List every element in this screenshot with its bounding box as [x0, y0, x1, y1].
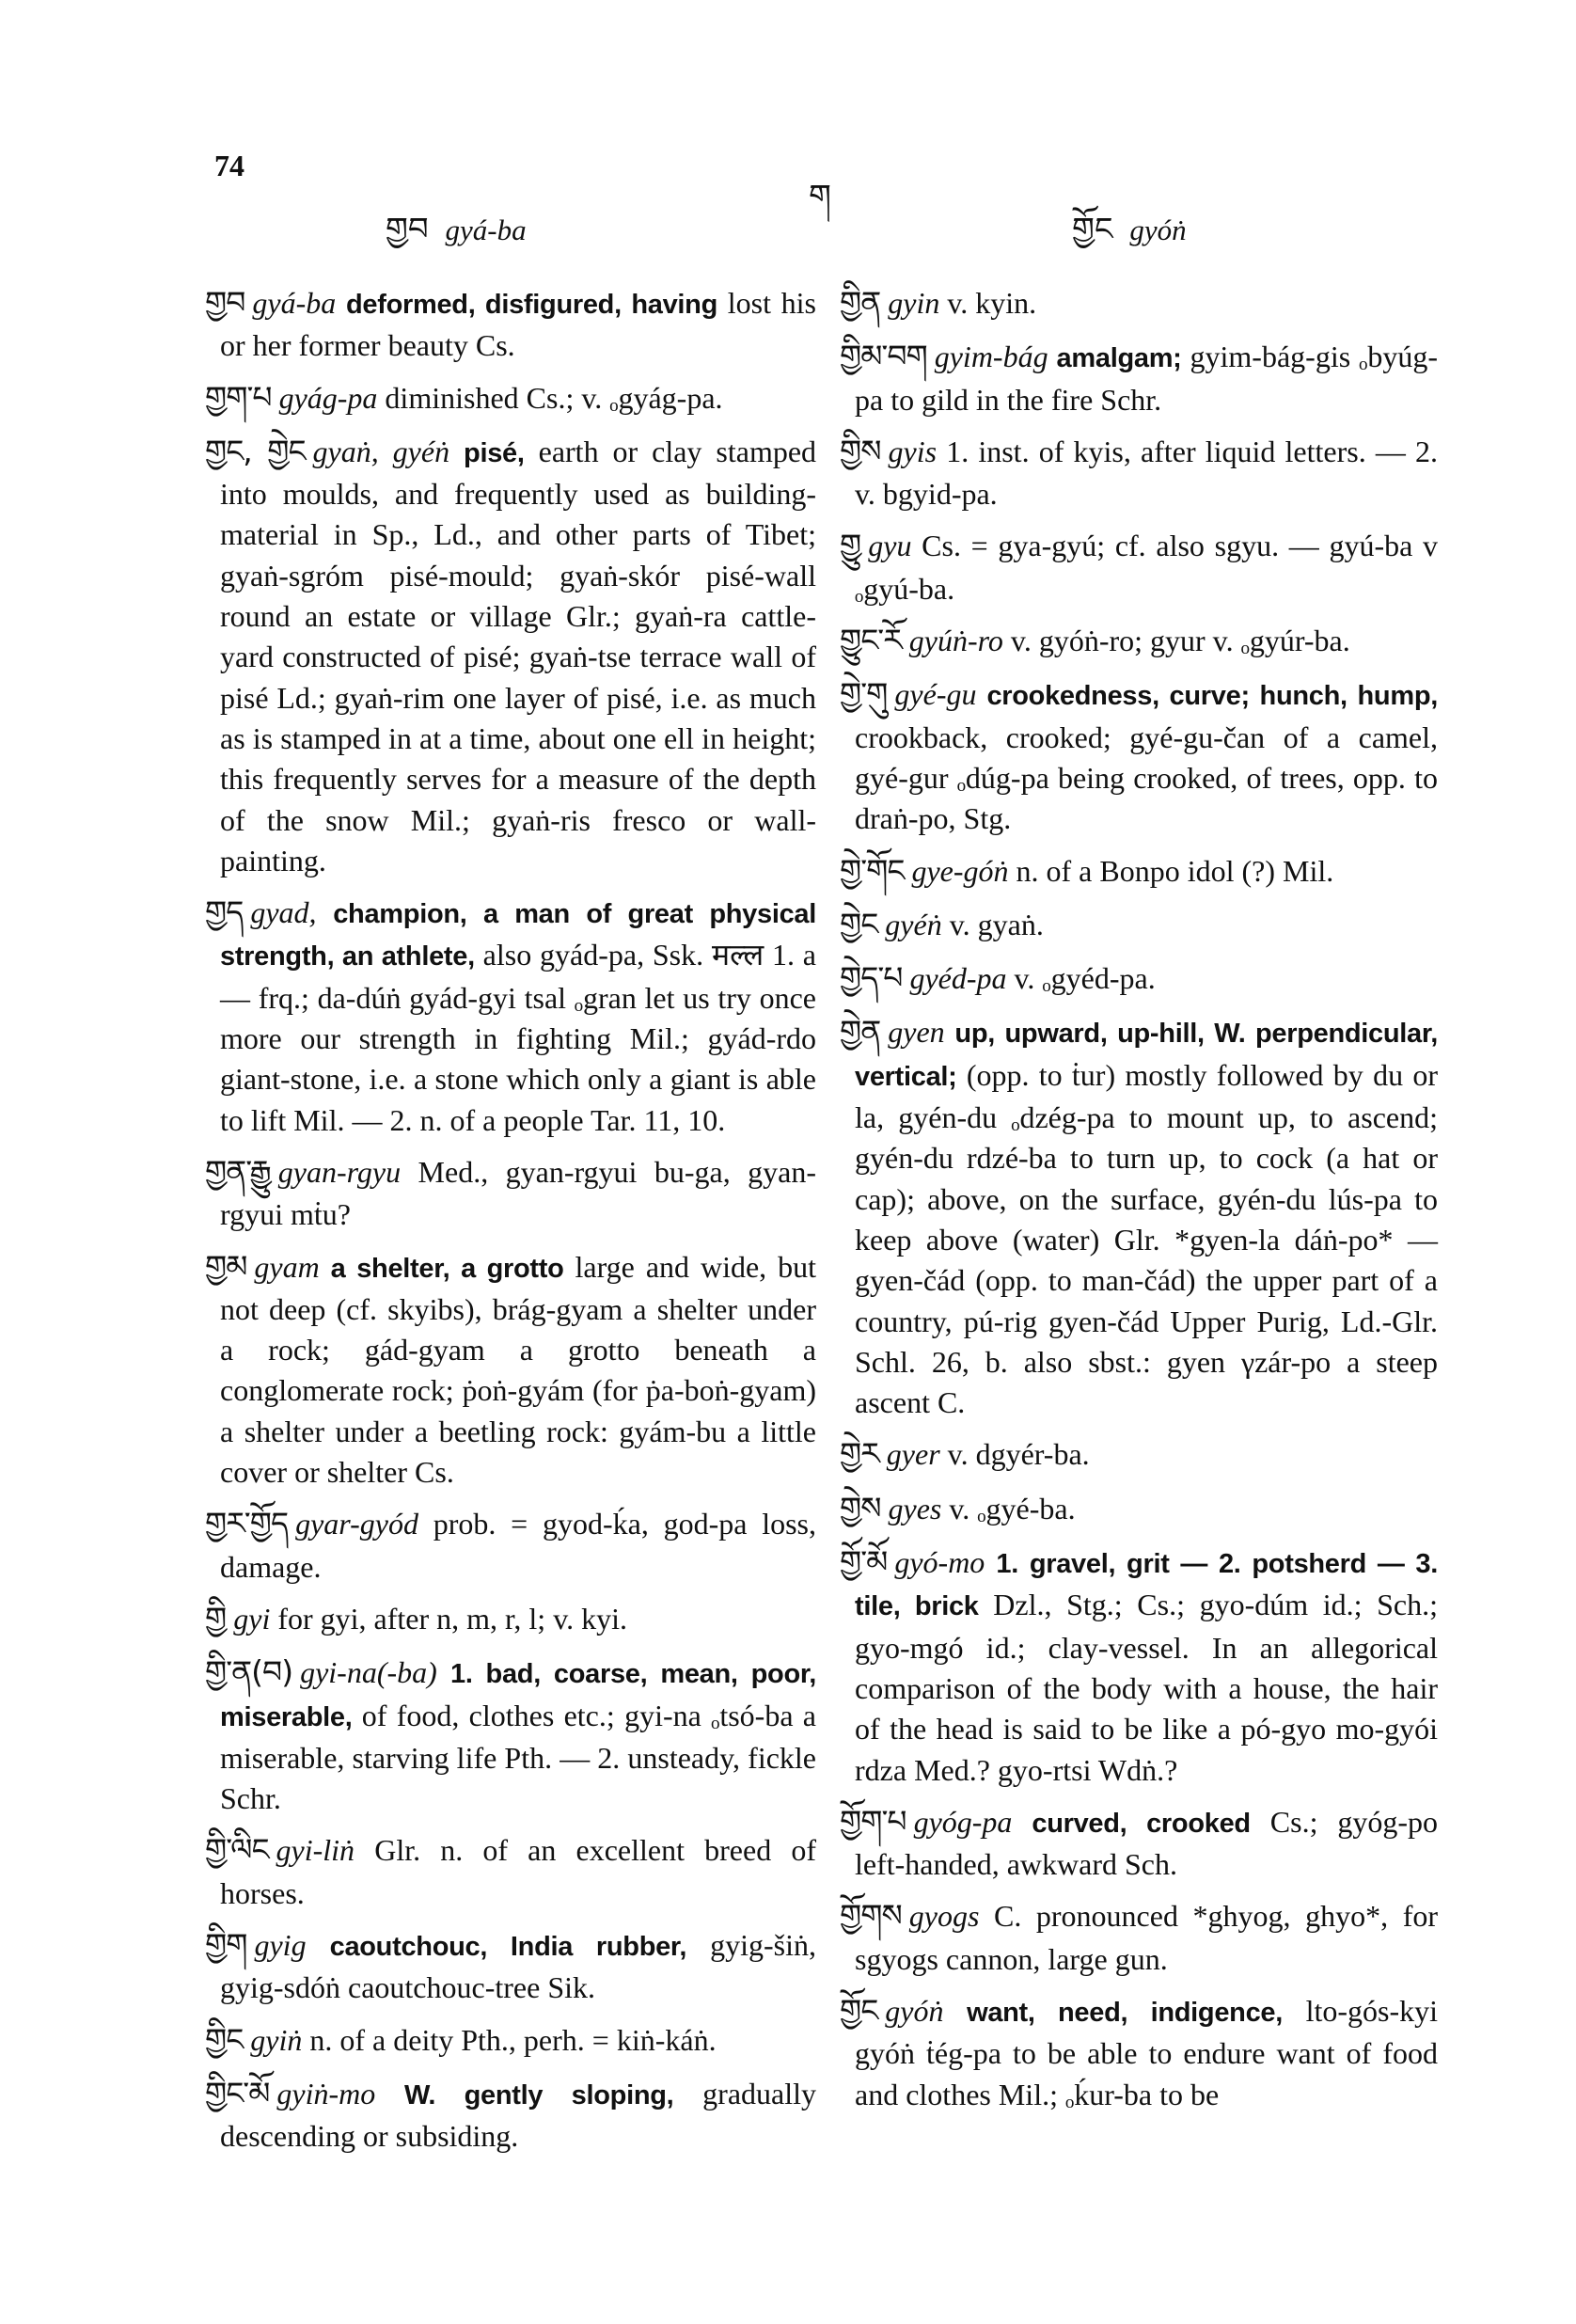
headword-transliteration: gyogs	[908, 1899, 980, 1934]
headword-transliteration: gyóṅ	[885, 1993, 944, 2028]
dictionary-entry	[840, 957, 1438, 1001]
headword-tibetan: གྱིན	[840, 284, 881, 321]
definition: Med., gyan-rgyui bu-ga, gyan-rgyui mṫu?	[220, 1154, 817, 1232]
dictionary-entry	[840, 1433, 1438, 1477]
gloss: W. gently sloping,	[403, 2079, 674, 2111]
headword-tibetan: གྱུ	[840, 527, 861, 564]
headword-tibetan: གྱིང་མོ	[205, 2074, 270, 2111]
definition: of food, clothes etc.; gyi-na ₒtsó-ba a miserable, starving life Pth. — 2. unsteady, fickle Schr.	[220, 1698, 817, 1816]
headword-transliteration: gyúṅ-ro	[908, 624, 1003, 658]
headword-tibetan: གྱེད་པ	[840, 959, 903, 997]
definition: for gyi, after n, m, r, l; v. kyi.	[277, 1601, 627, 1636]
dictionary-entry	[205, 1652, 816, 1819]
headword-transliteration: gyam	[254, 1249, 320, 1284]
headword-tibetan: གྱི་ན(བ)	[205, 1653, 293, 1691]
definition: v. gyóṅ-ro; gyur v. ₒgyúr-ba.	[1010, 624, 1350, 658]
running-head-left-word: gyá-ba	[445, 213, 527, 246]
definition: v. ₒgyé-ba.	[949, 1491, 1076, 1526]
gloss: a shelter, a grotto	[330, 1253, 564, 1284]
dictionary-entry	[205, 1151, 816, 1236]
gloss: deformed, disfigured, having	[345, 290, 717, 320]
definition: v. kyin.	[947, 286, 1037, 320]
definition: v. dgyér-ba.	[947, 1437, 1090, 1472]
headword-transliteration: gyes	[888, 1491, 942, 1526]
definition: (opp. to ṫur) mostly followed by du or la, gyén-du ₒdzég-pa to mount up, to ascend; gyén-du rdzé-ba to turn up, to cock (a hat or cap); above, on the surface, gyén-du lús-pa to keep above (water) Glr. *gyen-la dáṅ-po* — gyen-čád (opp. to man-čád) the upper part of a country, pú-rig gyen-čád Upper Purig, Ld.-Glr. Schl. 26, b. also sbst.: gyen γzár-po a steep ascent C.	[855, 1057, 1439, 1420]
dictionary-entry	[840, 1541, 1438, 1791]
headword-transliteration: gyin	[888, 286, 940, 320]
gloss: 1. bad, coarse, mean, poor, miserable,	[220, 1659, 816, 1732]
gloss: pisé,	[464, 437, 525, 468]
dictionary-entry	[205, 1924, 816, 2009]
headword-transliteration: gyi-liṅ	[276, 1833, 355, 1868]
headword-transliteration: gyéṅ	[885, 907, 942, 941]
dictionary-entry	[840, 1895, 1438, 1980]
gloss: want, need, indigence,	[967, 1997, 1283, 2028]
headword-tibetan: གྱོ་མོ	[840, 1543, 888, 1581]
headword-tibetan: གྱེ་གུ	[840, 675, 888, 713]
dictionary-entry	[205, 2019, 816, 2063]
headword-transliteration: gyer	[886, 1437, 940, 1472]
headword-transliteration: gyaṅ, gyéṅ	[312, 434, 450, 468]
gloss: 1. gravel, grit — 2. potsherd — 3. tile, brick	[855, 1549, 1439, 1622]
headword-tibetan: གྱིང	[205, 2020, 244, 2058]
headword-tibetan: གྱོག་པ	[840, 1802, 906, 1840]
headword-tibetan: གྱུང་རོ	[840, 622, 902, 659]
dictionary-entry	[840, 850, 1438, 893]
definition: Cs. = gya-gyú; cf. also sgyu. — gyú-ba v ₒgyú-ba.	[855, 529, 1439, 606]
dictionary-entry	[840, 1801, 1438, 1886]
definition: n. of a Bonpo idol (?) Mil.	[1016, 853, 1334, 888]
dictionary-entry	[840, 1990, 1438, 2115]
dictionary-entry	[205, 1829, 816, 1914]
headword-transliteration: gyé-gu	[894, 677, 977, 712]
right-column	[840, 282, 1438, 2126]
gloss: crookedness, curve; hunch, hump,	[986, 681, 1438, 712]
definition: gradually descending or subsiding.	[220, 2076, 816, 2154]
definition: diminished Cs.; v. ₒgyág-pa.	[385, 380, 723, 415]
headword-tibetan: གྱི	[205, 1599, 227, 1636]
definition: crookback, crooked; gyé-gu-čan of a camel, gyé-gur ₒdúg-pa being crooked, of trees, opp. to draṅ-po, Stg.	[855, 719, 1438, 836]
headword-transliteration: gyim-bág	[934, 340, 1048, 374]
definition: lto-gós-kyi gyóṅ ṫég-pa to be able to endure want of food and clothes Mil.; ₒḱur-ba to be	[855, 1993, 1439, 2111]
headword-transliteration: gyad,	[250, 895, 317, 930]
definition: lost his or her former beauty Cs.	[220, 286, 817, 363]
definition: Dzl., Stg.; Cs.; gyo-dúm id.; Sch.; gyo-mgó id.; clay-vessel. In an allegorical comparison of the body with a house, the hair of the head is said to be like a pó-gyo mo-gyói rdza Med.? gyo-rtsi Wdṅ.?	[855, 1588, 1439, 1787]
headword-transliteration: gyig	[254, 1927, 307, 1962]
gloss: curved, crooked	[1032, 1808, 1251, 1839]
definition: Glr. n. of an excellent breed of horses.	[220, 1833, 817, 1910]
dictionary-entry	[205, 892, 816, 1141]
headword-transliteration: gyis	[888, 434, 938, 468]
headword-transliteration: gyu	[868, 529, 912, 563]
running-head-right-word: gyóṅ	[1129, 213, 1187, 246]
definition: v. gyaṅ.	[949, 907, 1044, 941]
definition: large and wide, but not deep (cf. skyibs), brág-gyam a shelter under a rock; gád-gyam a grotto beneath a conglomerate rock; ṗoṅ-gyám (for ṗa-boṅ-gyam) a shelter under a beetling rock: gyám-bu a little cover or shelter Cs.	[220, 1249, 817, 1490]
dictionary-entry	[840, 673, 1438, 839]
dictionary-entry	[205, 2073, 816, 2158]
running-head-left-tibetan: གྱབ	[386, 211, 429, 248]
headword-tibetan: གྱན་རྒྱུ	[205, 1152, 271, 1190]
headword-tibetan: གྱབ	[205, 284, 245, 321]
running-head-left	[386, 193, 527, 283]
headword-tibetan: གྱོགས	[840, 1897, 902, 1935]
definition: n. of a deity Pth., perh. = kiṅ-káṅ.	[309, 2022, 717, 2057]
definition: also gyád-pa, Ssk. मल्ल 1. a — frq.; da-dúṅ gyád-gyi tsal ₒgran let us try once more our strength in fighting Mil.; gyád-rdo giant-stone, i.e. a stone which only a giant is able to lift Mil. — 2. n. of a people Tar. 11, 10.	[220, 938, 817, 1137]
headword-tibetan: གྱེར	[840, 1435, 879, 1473]
headword-transliteration: gyá-ba	[252, 286, 337, 320]
dictionary-entry	[840, 431, 1438, 515]
running-head-center-tibetan: ག	[809, 178, 831, 215]
dictionary-entry	[840, 1011, 1438, 1423]
gloss: champion, a man of great physical strength, an athlete,	[220, 899, 817, 972]
headword-tibetan: གྱིམ་བག	[840, 338, 927, 375]
headword-transliteration: gyiṅ-mo	[276, 2076, 376, 2111]
headword-tibetan: གྱིག	[205, 1925, 247, 1963]
running-head-right-tibetan: གྱོང	[1072, 211, 1113, 248]
headword-transliteration: gyan-rgyu	[277, 1154, 402, 1189]
definition: earth or clay stamped into moulds, and frequently used as building-material in Sp., Ld., and other parts of Tibet; gyaṅ-sgróm pisé-mould; gyaṅ-skór pisé-wall round an estate or village Glr.; gyaṅ-ra cattle-yard constructed of pisé; gyaṅ-tse terrace wall of pisé Ld.; gyaṅ-rim one layer of pisé, i.e. as much as is stamped in at a time, about one ell in height; this frequently serves for a measure of the depth of the snow Mil.; gyaṅ-ris fresco or wall-painting.	[220, 434, 817, 877]
definition: v. ₒgyéd-pa.	[1014, 961, 1156, 996]
headword-transliteration: gyóg-pa	[913, 1804, 1013, 1839]
dictionary-entry	[840, 336, 1438, 420]
headword-transliteration: gyó-mo	[894, 1545, 985, 1580]
dictionary-entry	[840, 525, 1438, 609]
headword-tibetan: གྱེང	[840, 905, 878, 942]
headword-transliteration: gyiṅ	[250, 2022, 303, 2057]
dictionary-entry	[840, 620, 1438, 663]
gloss: up, upward, up-hill, W. perpendicular, vertical;	[855, 1019, 1439, 1092]
gloss: amalgam;	[1056, 343, 1182, 374]
headword-tibetan: གྱི་ལིང	[205, 1831, 269, 1869]
dictionary-entry	[205, 1598, 816, 1641]
headword-transliteration: gyar-gyód	[295, 1507, 418, 1541]
headword-tibetan: གྱིས	[840, 432, 881, 469]
headword-tibetan: གྱེས	[840, 1489, 881, 1526]
headword-tibetan: གྱེ་གོང	[840, 851, 905, 889]
headword-tibetan: གྱག་པ	[205, 378, 272, 416]
headword-transliteration: gyi	[233, 1601, 271, 1636]
dictionary-entry	[205, 1246, 816, 1494]
headword-tibetan: གྱམ	[205, 1247, 247, 1285]
headword-transliteration: gye-góṅ	[911, 853, 1009, 888]
headword-tibetan: གྱད	[205, 893, 244, 931]
left-column	[205, 282, 816, 2167]
headword-transliteration: gyág-pa	[278, 380, 378, 415]
page-number: 74	[214, 149, 244, 182]
headword-tibetan: གྱོང	[840, 1991, 878, 2029]
running-head-right	[1072, 193, 1187, 283]
dictionary-entry	[840, 904, 1438, 947]
definition: C. pronounced *ghyog, ghyo*, for sgyogs cannon, large gun.	[855, 1899, 1439, 1976]
definition: prob. = gyod-ḱa, god-pa loss, damage.	[220, 1507, 817, 1584]
running-head-center	[809, 160, 841, 250]
headword-tibetan: གྱེན	[840, 1013, 881, 1051]
dictionary-entry	[205, 282, 816, 367]
headword-tibetan: གྱར་གྱོད	[205, 1505, 289, 1542]
definition: gyig-šiṅ, gyig-sdóṅ caoutchouc-tree Sik.	[220, 1927, 817, 2005]
dictionary-entry	[205, 1503, 816, 1588]
headword-transliteration: gyen	[888, 1015, 945, 1050]
headword-transliteration: gyéd-pa	[909, 961, 1007, 996]
headword-tibetan: གྱང, གྱེང	[205, 432, 306, 469]
gloss: caoutchouc, India rubber,	[329, 1931, 687, 1962]
dictionary-entry	[840, 1488, 1438, 1531]
dictionary-entry	[205, 377, 816, 420]
dictionary-entry	[840, 282, 1438, 325]
headword-transliteration: gyi-na(-ba)	[300, 1655, 437, 1690]
dictionary-entry	[205, 431, 816, 881]
definition: 1. inst. of kyis, after liquid letters. — 2. v. bgyid-pa.	[855, 434, 1439, 512]
definition: Cs.; gyóg-po left-handed, awkward Sch.	[855, 1804, 1439, 1882]
definition: gyim-bág-gis ₒbyúg-pa to gild in the fire Schr.	[855, 340, 1438, 417]
